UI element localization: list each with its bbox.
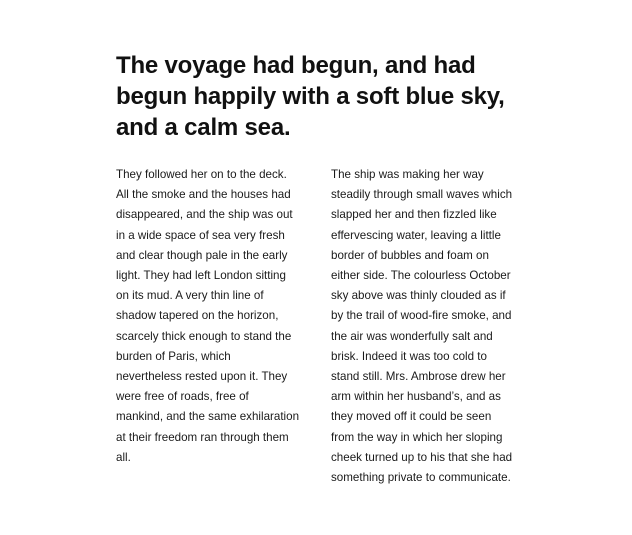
left-column-line: at their freedom ran through them — [116, 430, 289, 444]
left-column-line: shadow tapered on the horizon, — [116, 309, 279, 323]
left-column-line: on its mud. A very thin line of — [116, 289, 264, 303]
right-column-paragraph — [331, 165, 536, 488]
left-column-line: All the smoke and the houses had — [116, 188, 291, 202]
right-column-line: effervescing water, leaving a little — [331, 228, 501, 242]
left-column-line: mankind, and the same exhilaration — [116, 410, 300, 424]
right-column-line: either side. The colourless October — [331, 269, 511, 283]
right-column-line: the air was wonderfully salt and — [331, 329, 493, 343]
title-line: begun happily with a soft blue sky, — [116, 83, 505, 110]
left-column-line: scarcely thick enough to stand the — [116, 329, 292, 343]
right-column-line: The ship was making her way — [331, 168, 484, 181]
right-column-line: arm within her husband’s, and as — [331, 390, 501, 404]
left-column-line: light. They had left London sitting — [116, 269, 286, 283]
left-column-line: They followed her on to the deck. — [116, 168, 287, 181]
left-column-line: all. — [116, 450, 131, 464]
right-column-line: by the trail of wood-fire smoke, and — [331, 309, 512, 323]
left-column-line: and clear though pale in the early — [116, 248, 288, 262]
right-column-line: sky above was thinly clouded as if — [331, 289, 506, 303]
right-column-line: border of bubbles and foam on — [331, 248, 489, 262]
title-line: The voyage had begun, and had — [116, 52, 476, 79]
left-column-line: in a wide space of sea very fresh — [116, 228, 285, 242]
right-column-line: stand still. Mrs. Ambrose drew her — [331, 370, 506, 384]
right-column-line: brisk. Indeed it was too cold to — [331, 349, 487, 363]
title-line: and a calm sea. — [116, 114, 291, 141]
left-column-paragraph — [116, 165, 316, 468]
right-column-line: from the way in which her sloping — [331, 430, 503, 444]
right-column-line: something private to communicate. — [331, 471, 511, 485]
left-column-line: disappeared, and the ship was out — [116, 208, 293, 222]
right-column-line: cheek turned up to his that she had — [331, 450, 513, 464]
left-column-line: burden of Paris, which — [116, 349, 231, 363]
right-column-line: they moved off it could be seen — [331, 410, 492, 424]
left-column-line: were free of roads, free of — [116, 390, 249, 404]
article-title — [116, 50, 526, 143]
right-column-line: steadily through small waves which — [331, 188, 513, 202]
right-column-line: slapped her and then fizzled like — [331, 208, 497, 222]
left-column-line: nevertheless rested upon it. They — [116, 370, 288, 384]
